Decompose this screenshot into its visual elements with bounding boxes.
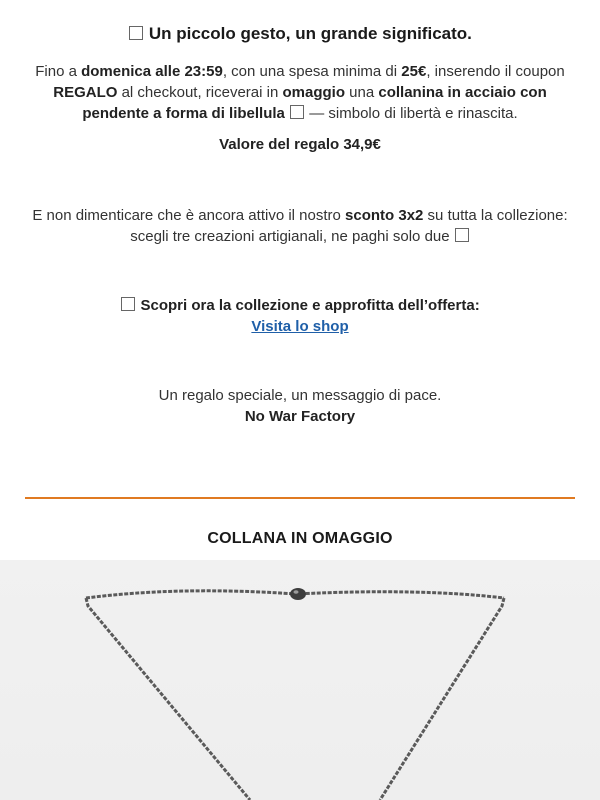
offer-deadline: domenica alle 23:59 [81,63,223,80]
offer-text: , inserendo il coupon [426,63,565,80]
promo-text: su tutta la collezione: [423,207,568,224]
offer-paragraph [20,61,580,124]
offer-text: , con una spesa minima di [222,63,402,80]
sparkle-icon [455,228,469,242]
coupon-code: REGALO [53,84,118,101]
gift-icon [129,26,143,40]
headline-text: Un piccolo gesto, un grande significato. [148,24,472,43]
pointing-icon [121,297,135,311]
offer-min-spend: 25€ [401,63,427,80]
promo-text: scegli tre creazioni artigianali, ne paghi solo due [130,228,454,245]
offer-product: collanina in acciaio con pendente a forma di libellula [82,84,547,122]
clasp-highlight [294,590,299,594]
divider [25,497,575,499]
brand-name: No War Factory [244,408,356,425]
chain-right [380,598,504,800]
necklace-illustration [0,560,600,800]
promo-discount: sconto 3x2 [345,207,424,224]
signoff-line: Un regalo speciale, un messaggio di pace. [158,387,442,404]
offer-text: — simbolo di libertà e rinascita. [305,105,518,122]
gift-value: Valore del regalo 34,9€ [219,136,381,153]
offer-omaggio: omaggio [282,84,345,101]
chain-left [86,598,250,800]
chain-clasp [290,588,306,600]
dragonfly-icon [290,105,304,119]
signoff [0,385,600,427]
offer-text: una [344,84,379,101]
cta-block [0,295,600,337]
offer-text: al checkout, riceverai in [117,84,283,101]
gift-section-title: COLLANA IN OMAGGIO [207,530,393,547]
headline [0,24,600,44]
necklace-image[interactable] [0,560,600,800]
shop-link[interactable]: Visita lo shop [251,318,349,335]
promo-paragraph [20,205,580,247]
offer-text: Fino a [35,63,82,80]
promo-text: E non dimenticare che è ancora attivo il nostro [32,207,346,224]
cta-text: Scopri ora la collezione e approfitta dell’offerta: [140,297,480,314]
